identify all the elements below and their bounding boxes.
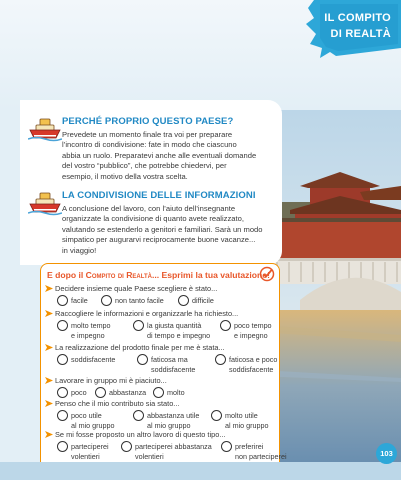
arrow-right-icon	[45, 344, 53, 351]
option-label	[229, 355, 277, 374]
text-line: Prevedete un momento finale tra voi per preparare	[62, 130, 233, 139]
check-circle-icon	[259, 266, 275, 282]
arrow-right-icon	[45, 431, 53, 438]
option-label-line: e impegno	[234, 330, 268, 340]
option-label: molto	[167, 388, 185, 397]
radio-circle[interactable]	[221, 441, 232, 452]
text-line: esempio, il motivo della vostra scelta.	[62, 171, 188, 181]
text-line: organizzate la condivisione di quanto avete realizzato,	[62, 214, 244, 224]
radio-circle[interactable]	[220, 320, 231, 331]
option-label	[151, 355, 195, 374]
header-brand: Compito di Realtà	[85, 270, 152, 280]
text-line: valutando se estenderlo a genitori e familiari. Sarà un modo	[62, 224, 263, 234]
badge-line-2: DI REALTÀ	[330, 28, 391, 40]
page-number: 103	[376, 443, 397, 464]
question-text: Penso che il mio contributo sia stato...	[55, 399, 180, 408]
radio-circle[interactable]	[211, 410, 222, 421]
section-body	[62, 204, 280, 256]
option-label-line: di tempo e impegno	[147, 330, 211, 340]
text-line: abbia un ruolo. Preparatevi anche alle eventuali domande	[62, 150, 257, 160]
header-text: E dopo il	[47, 270, 86, 280]
option-label-line: al mio gruppo	[71, 420, 115, 430]
radio-circle[interactable]	[57, 387, 68, 398]
boat-icon	[28, 190, 62, 216]
option-label-line: la giusta quantità	[147, 321, 202, 330]
radio-circle[interactable]	[137, 354, 148, 365]
option-label	[71, 411, 115, 430]
radio-circle[interactable]	[95, 387, 106, 398]
section-title: PERCHÉ PROPRIO QUESTO PAESE?	[62, 116, 234, 127]
option-label	[71, 442, 109, 461]
radio-circle[interactable]	[101, 295, 112, 306]
option-label	[71, 321, 111, 340]
question-text: Raccogliere le informazioni e organizzarle ha richiesto...	[55, 309, 239, 318]
option-label-line: faticosa e poco	[229, 355, 278, 364]
option-label-line: molto utile	[225, 411, 258, 420]
radio-circle[interactable]	[57, 441, 68, 452]
section-title: LA CONDIVISIONE DELLE INFORMAZIONI	[62, 190, 256, 201]
option-label-line: poco utile	[71, 411, 102, 420]
arrow-right-icon	[45, 310, 53, 317]
arrow-right-icon	[45, 377, 53, 384]
radio-circle[interactable]	[57, 320, 68, 331]
option-label	[234, 321, 272, 340]
question-text: La realizzazione del prodotto finale per me è stata...	[55, 343, 225, 352]
radio-circle[interactable]	[133, 320, 144, 331]
option-label: abbastanza	[109, 388, 147, 397]
page-bottom-band	[0, 462, 401, 480]
option-label	[135, 442, 212, 461]
radio-circle[interactable]	[121, 441, 132, 452]
option-label-line: preferirei	[235, 442, 264, 451]
option-label: difficile	[192, 296, 214, 305]
arrow-right-icon	[45, 400, 53, 407]
text-line: simpatico per augurarvi reciprocamente buone vacanze...	[62, 235, 256, 245]
option-label: facile	[71, 296, 88, 305]
radio-circle[interactable]	[133, 410, 144, 421]
option-label: soddisfacente	[71, 355, 116, 364]
evaluation-header	[47, 270, 270, 280]
option-label	[147, 411, 199, 430]
radio-circle[interactable]	[215, 354, 226, 365]
question-text: Lavorare in gruppo mi è piaciuto...	[55, 376, 167, 385]
radio-circle[interactable]	[178, 295, 189, 306]
arrow-right-icon	[45, 285, 53, 292]
radio-circle[interactable]	[57, 410, 68, 421]
text-line: l’incontro di condivisione: fate in modo che ciascuno	[62, 140, 237, 150]
boat-icon	[28, 116, 62, 142]
badge-line-1: IL COMPITO	[324, 12, 391, 24]
option-label-line: soddisfacente	[151, 364, 196, 374]
header-text: ... Esprimi la tua valutazione!	[151, 270, 270, 280]
option-label-line: faticosa ma	[151, 355, 188, 364]
option-label-line: parteciperei abbastanza	[135, 442, 212, 451]
question-text: Se mi fosse proposto un altro lavoro di questo tipo...	[55, 430, 226, 439]
section-body	[62, 130, 280, 182]
text-line: del vostro “pubblico”, che potrebbe chiedervi, per	[62, 161, 227, 171]
option-label-line: e impegno	[71, 330, 105, 340]
option-label: poco	[71, 388, 87, 397]
option-label-line: poco tempo	[234, 321, 272, 330]
option-label	[147, 321, 210, 340]
option-label-line: volentieri	[135, 451, 164, 461]
radio-circle[interactable]	[153, 387, 164, 398]
self-evaluation-box	[40, 263, 287, 473]
radio-circle[interactable]	[57, 354, 68, 365]
option-label-line: parteciperei	[71, 442, 109, 451]
option-label-line: al mio gruppo	[147, 420, 191, 430]
option-label: non tanto facile	[115, 296, 164, 305]
compito-di-realta-badge	[306, 0, 401, 62]
option-label-line: soddisfacente	[229, 364, 274, 374]
option-label-line: volentieri	[71, 451, 100, 461]
option-label	[225, 411, 269, 430]
question-text: Decidere insieme quale Paese scegliere è stato...	[55, 284, 218, 293]
radio-circle[interactable]	[57, 295, 68, 306]
option-label-line: al mio gruppo	[225, 420, 269, 430]
option-label	[235, 442, 287, 461]
option-label-line: abbastanza utile	[147, 411, 200, 420]
option-label-line: non parteciperei	[235, 451, 287, 461]
option-label-line: molto tempo	[71, 321, 111, 330]
text-line: in viaggio!	[62, 245, 97, 255]
text-line: A conclusione del lavoro, con l’aiuto dell’insegnante	[62, 204, 236, 213]
